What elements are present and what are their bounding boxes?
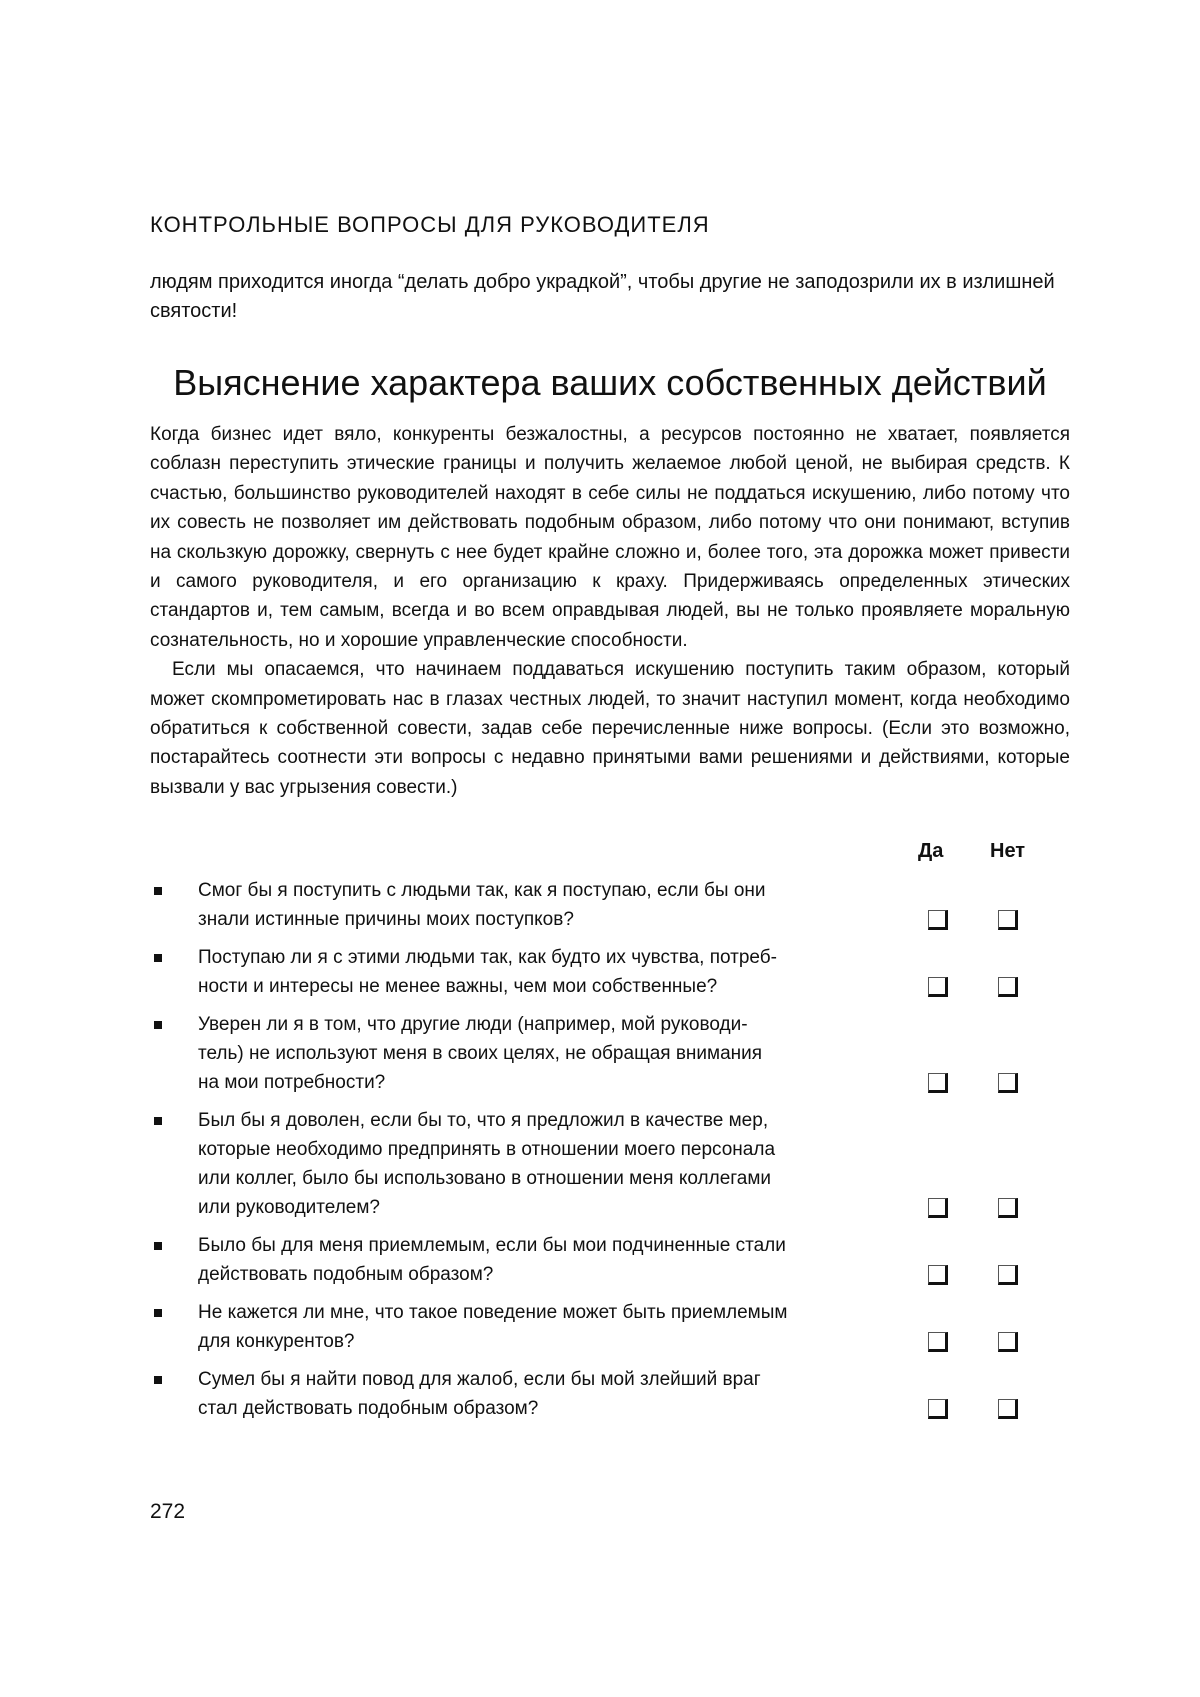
checklist-item [150, 1365, 1070, 1423]
yes-checkbox[interactable] [928, 977, 948, 997]
question-text: Смог бы я поступить с людьми так, как я поступаю, если бы они знали истинные причины моих поступков? [198, 880, 766, 930]
question-text: Поступаю ли я с этими людьми так, как будто их чувства, потреб- ности и интересы не менее важны, чем мои собственные? [198, 947, 777, 997]
page-number: 272 [150, 1500, 186, 1523]
yes-checkbox[interactable] [928, 910, 948, 930]
running-header: КОНТРОЛЬНЫЕ ВОПРОСЫ ДЛЯ РУКОВОДИТЕЛЯ [150, 212, 710, 237]
no-checkbox[interactable] [998, 977, 1018, 997]
question-text: Был бы я доволен, если бы то, что я предложил в качестве мер, которые необходимо предпринять в отношении моего персонала или коллег, было бы использовано в отношении меня коллегами или руководителем? [198, 1110, 776, 1218]
no-checkbox[interactable] [998, 1073, 1018, 1093]
checklist-item [150, 1231, 1070, 1289]
yes-checkbox[interactable] [928, 1399, 948, 1419]
question-text: Было бы для меня приемлемым, если бы мои подчиненные стали действовать подобным образом? [198, 1235, 786, 1285]
section-title: Выяснение характера ваших собственных действий [173, 362, 1047, 403]
square-bullet-icon [154, 1117, 162, 1125]
no-checkbox[interactable] [998, 1332, 1018, 1352]
book-page [150, 0, 1070, 1697]
question-text: Уверен ли я в том, что другие люди (например, мой руководи- тель) не используют меня в своих целях, не обращая внимания на мои потребности? [198, 1014, 763, 1093]
yes-column-header: Да [918, 840, 944, 862]
no-checkbox[interactable] [998, 1265, 1018, 1285]
square-bullet-icon [154, 1376, 162, 1384]
question-checklist [150, 876, 1070, 1432]
square-bullet-icon [154, 887, 162, 895]
square-bullet-icon [154, 1242, 162, 1250]
checklist-item [150, 943, 1070, 1001]
square-bullet-icon [154, 954, 162, 962]
square-bullet-icon [154, 1309, 162, 1317]
yes-checkbox[interactable] [928, 1198, 948, 1218]
yes-checkbox[interactable] [928, 1073, 948, 1093]
square-bullet-icon [154, 1021, 162, 1029]
no-checkbox[interactable] [998, 1399, 1018, 1419]
question-text: Не кажется ли мне, что такое поведение может быть приемлемым для конкурентов? [198, 1302, 788, 1352]
yes-checkbox[interactable] [928, 1332, 948, 1352]
checklist-item [150, 1298, 1070, 1356]
checklist-item [150, 876, 1070, 934]
checklist-item [150, 1010, 1070, 1097]
section-body [150, 420, 1070, 802]
carry-over-paragraph: людям приходится иногда “делать добро украдкой”, чтобы другие не заподозрили их в излишней святости! [150, 271, 1055, 322]
no-column-header: Нет [990, 840, 1026, 862]
question-text: Сумел бы я найти повод для жалоб, если бы мой злейший враг стал действовать подобным образом? [198, 1369, 761, 1419]
checklist-item [150, 1106, 1070, 1222]
body-paragraph-2: Если мы опасаемся, что начинаем поддаваться искушению поступить таким образом, который может скомпрометировать нас в глазах честных людей, то значит наступил момент, когда необходимо обратиться к собственной совести, задав себе перечисленные ниже вопросы. (Если это возможно, постарайтесь соотнести эти вопросы с недавно принятыми вами решениями и действиями, которые вызвали у вас угрызения совести.) [150, 659, 1070, 798]
body-paragraph-1: Когда бизнес идет вяло, конкуренты безжалостны, а ресурсов постоянно не хватает, появляется соблазн переступить этические границы и получить желаемое любой ценой, не выбирая средств. К счастью, большинство руководителей находят в себе силы не поддаться искушению, либо потому что их совесть не позволяет им действовать подобным образом, либо потому что они понимают, вступив на скользкую дорожку, свернуть с нее будет крайне сложно и, более того, эта дорожка может привести и самого руководителя, и его организацию к краху. Придерживаясь определенных этических стандартов и, тем самым, всегда и во всем оправдывая людей, вы не только проявляете моральную сознательность, но и хорошие управленческие способности. [150, 424, 1070, 651]
no-checkbox[interactable] [998, 910, 1018, 930]
yes-checkbox[interactable] [928, 1265, 948, 1285]
no-checkbox[interactable] [998, 1198, 1018, 1218]
